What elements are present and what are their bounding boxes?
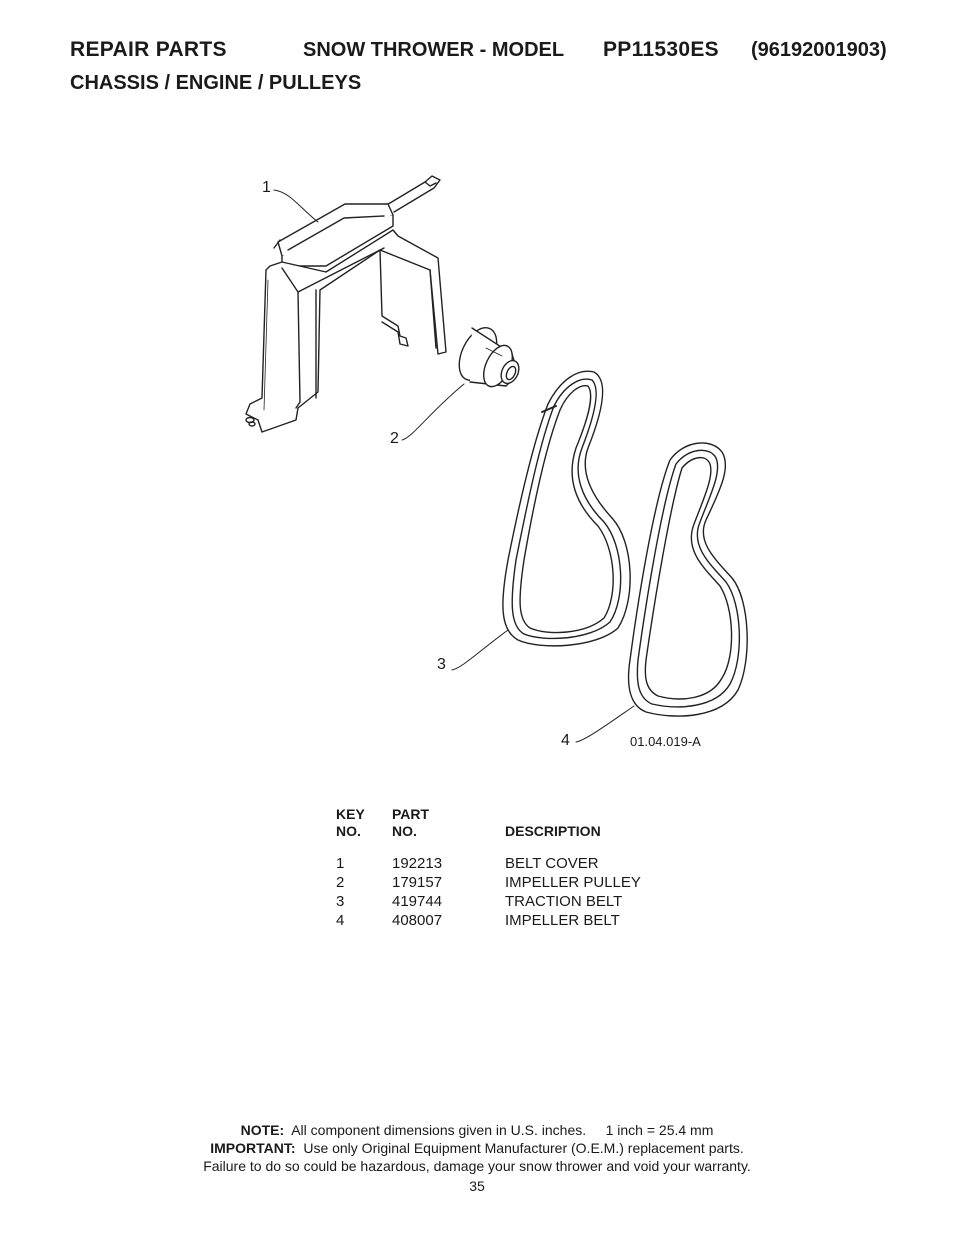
important-line (0, 1139, 954, 1157)
leader-line-2 (402, 384, 464, 440)
header-key-2: NO. (336, 823, 361, 839)
note-text: All component dimensions given in U.S. inches. (291, 1122, 587, 1138)
callout-1: 1 (262, 179, 271, 196)
page-subtitle: CHASSIS / ENGINE / PULLEYS (70, 72, 362, 94)
part-no: 192213 (392, 855, 443, 872)
warning-line: Failure to do so could be hazardous, damage your snow thrower and void your warranty. (203, 1158, 751, 1174)
belt-cover-drawing (246, 176, 446, 432)
product-title: SNOW THROWER - MODEL (303, 39, 565, 61)
key-no: 3 (336, 893, 345, 910)
important-text: Use only Original Equipment Manufacturer (O.E.M.) replacement parts. (303, 1140, 744, 1156)
table-row (336, 912, 696, 931)
header-description: DESCRIPTION (505, 823, 601, 839)
part-description: BELT COVER (505, 855, 599, 872)
traction-belt-drawing (503, 371, 630, 646)
model-number: (96192001903) (751, 39, 887, 61)
note-label: NOTE: (240, 1122, 285, 1138)
unit-conversion: 1 inch = 25.4 mm (605, 1122, 714, 1138)
key-no: 2 (336, 874, 345, 891)
page-number: 35 (469, 1178, 485, 1194)
header-part-2: NO. (392, 823, 417, 839)
leader-line-4 (576, 706, 634, 742)
part-no: 419744 (392, 893, 443, 910)
model-name: PP11530ES (603, 38, 719, 61)
callout-4: 4 (561, 732, 570, 749)
impeller-pulley-drawing (452, 322, 523, 391)
key-no: 4 (336, 912, 345, 929)
part-no: 408007 (392, 912, 443, 929)
part-description: TRACTION BELT (505, 893, 623, 910)
part-description: IMPELLER BELT (505, 912, 620, 929)
key-no: 1 (336, 855, 345, 872)
part-description: IMPELLER PULLEY (505, 874, 641, 891)
important-label: IMPORTANT: (210, 1140, 296, 1156)
callout-3: 3 (437, 656, 446, 673)
table-row (336, 874, 696, 893)
header-part-1: PART (392, 806, 430, 822)
section-title: REPAIR PARTS (70, 38, 227, 61)
header-key-1: KEY (336, 806, 365, 822)
table-row (336, 855, 696, 874)
part-no: 179157 (392, 874, 443, 891)
leader-line-1 (274, 190, 318, 222)
impeller-belt-drawing (629, 443, 748, 716)
figure-code: 01.04.019-A (630, 734, 701, 749)
callout-2: 2 (390, 430, 399, 447)
page-footer (0, 1121, 954, 1175)
table-row (336, 893, 696, 912)
note-line (0, 1121, 954, 1139)
leader-line-3 (452, 630, 508, 670)
